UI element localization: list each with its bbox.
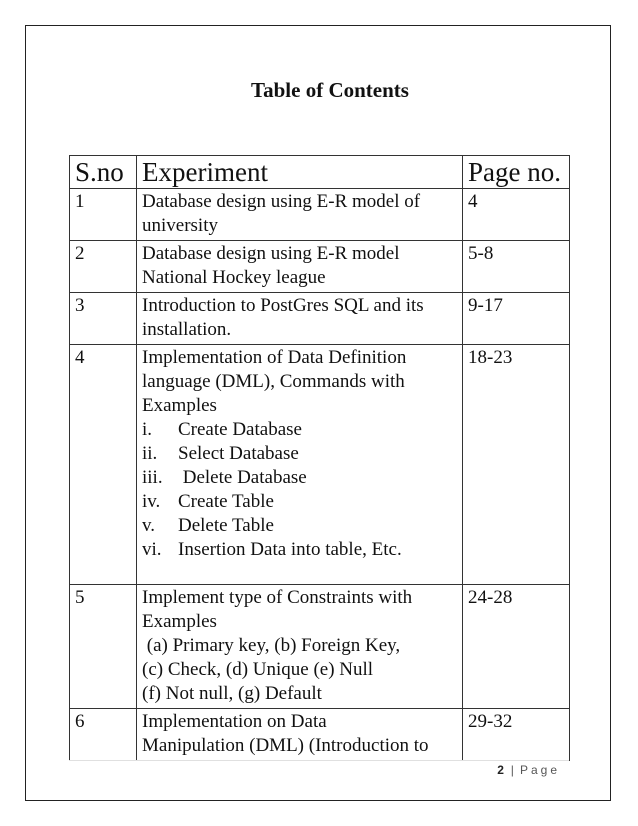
footer-page-label: Page — [519, 763, 560, 777]
sub-item — [142, 538, 458, 562]
page-footer — [497, 763, 560, 777]
page-title: Table of Contents — [251, 78, 409, 102]
experiment-line: Manipulation (DML) (Introduction to — [142, 735, 429, 756]
table-row — [70, 293, 570, 345]
experiment-line: (f) Not null, (g) Default — [142, 683, 322, 704]
sub-item-text: Delete Table — [178, 515, 274, 536]
sub-item-number: i. — [142, 419, 153, 440]
cell-experiment — [137, 709, 463, 761]
header-experiment: Experiment — [137, 156, 463, 189]
sub-item-number: iv. — [142, 491, 161, 512]
sub-item — [142, 514, 458, 538]
sub-item — [142, 490, 458, 514]
sub-item — [142, 418, 458, 442]
experiment-line: (c) Check, (d) Unique (e) Null — [142, 659, 374, 680]
sub-item-number: iii. — [142, 467, 163, 488]
table-row — [70, 189, 570, 241]
sub-item-number: vi. — [142, 539, 162, 560]
cell-page: 29-32 — [463, 709, 570, 761]
cell-experiment — [137, 189, 463, 241]
cell-sno: 3 — [70, 293, 137, 345]
cell-page: 9-17 — [463, 293, 570, 345]
footer-rule — [69, 760, 569, 761]
cell-page: 24-28 — [463, 585, 570, 709]
footer-separator: | — [510, 763, 516, 777]
experiment-line: university — [142, 215, 218, 236]
cell-page: 4 — [463, 189, 570, 241]
cell-sno: 1 — [70, 189, 137, 241]
experiment-line: Database design using E-R model of — [142, 191, 421, 212]
header-sno: S.no — [70, 156, 137, 189]
table-row — [70, 709, 570, 761]
experiment-line: Examples — [142, 611, 217, 632]
cell-page: 18-23 — [463, 345, 570, 585]
experiment-line: National Hockey league — [142, 267, 326, 288]
experiment-line: (a) Primary key, (b) Foreign Key, — [142, 635, 401, 656]
sub-item — [142, 442, 458, 466]
cell-sno: 6 — [70, 709, 137, 761]
experiment-line: installation. — [142, 319, 232, 340]
toc-table — [69, 155, 570, 761]
header-page-no: Page no. — [463, 156, 570, 189]
sub-item-text: Create Table — [178, 491, 274, 512]
experiment-line: Implementation of Data Definition — [142, 347, 407, 368]
experiment-line: Implementation on Data — [142, 711, 327, 732]
sub-item-text: Delete Database — [178, 467, 307, 488]
cell-page: 5-8 — [463, 241, 570, 293]
cell-experiment — [137, 293, 463, 345]
sub-item-text: Select Database — [178, 443, 299, 464]
cell-experiment — [137, 585, 463, 709]
table-row — [70, 585, 570, 709]
sub-item-text: Create Database — [178, 419, 302, 440]
experiment-line: language (DML), Commands with — [142, 371, 405, 392]
cell-experiment — [137, 241, 463, 293]
experiment-line: Database design using E-R model — [142, 243, 400, 264]
cell-sno: 2 — [70, 241, 137, 293]
cell-sno: 4 — [70, 345, 137, 585]
footer-page-number: 2 — [497, 763, 504, 777]
sub-item-number: ii. — [142, 443, 158, 464]
sub-item-number: v. — [142, 515, 156, 536]
experiment-line: Implement type of Constraints with — [142, 587, 413, 608]
cell-experiment — [137, 345, 463, 585]
table-header-row — [70, 156, 570, 189]
sub-item — [142, 466, 458, 490]
table-row — [70, 241, 570, 293]
table-row — [70, 345, 570, 585]
experiment-line: Introduction to PostGres SQL and its — [142, 295, 424, 316]
cell-sno: 5 — [70, 585, 137, 709]
sub-item-text: Insertion Data into table, Etc. — [178, 539, 402, 560]
experiment-line: Examples — [142, 395, 217, 416]
